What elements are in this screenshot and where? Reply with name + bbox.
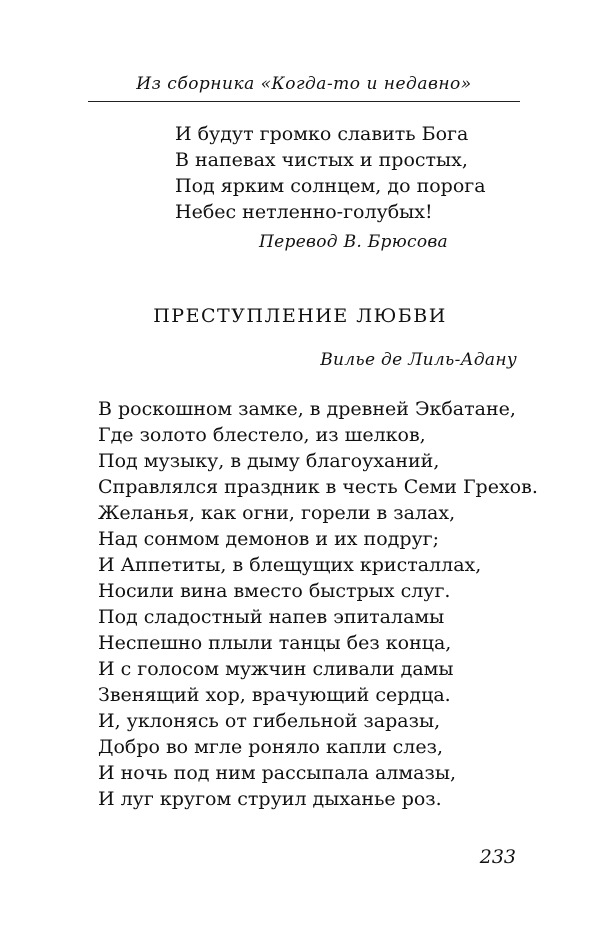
verse-line: Справлялся праздник в честь Семи Грехов. bbox=[98, 476, 538, 498]
verse-line: Под музыку, в дыму благоуханий, bbox=[98, 450, 440, 472]
verse-line: Носили вина вместо быстрых слуг. bbox=[98, 580, 451, 602]
verse-line: В напевах чистых и простых, bbox=[175, 149, 468, 171]
verse-line: И ночь под ним рассыпала алмазы, bbox=[98, 762, 456, 784]
verse-line: Звенящий хор, врачующий сердца. bbox=[98, 684, 451, 706]
verse-line: И, уклонясь от гибельной заразы, bbox=[98, 710, 441, 732]
verse-line: И будут громко славить Бога bbox=[175, 123, 469, 145]
page-number: 233 bbox=[479, 846, 516, 868]
stanza-3 bbox=[98, 604, 454, 708]
verse-line: Неспешно плыли танцы без конца, bbox=[98, 632, 452, 654]
stanza-continued bbox=[175, 121, 486, 225]
dedication: Вилье де Лиль-Адану bbox=[320, 350, 517, 370]
verse-line: Под сладостный напев эпиталамы bbox=[98, 606, 445, 628]
verse-line: Добро во мгле роняло капли слез, bbox=[98, 736, 444, 758]
translator-credit: Перевод В. Брюсова bbox=[259, 232, 448, 252]
verse-line: Желанья, как огни, горели в залах, bbox=[98, 502, 456, 524]
verse-line: И с голосом мужчин сливали дамы bbox=[98, 658, 454, 680]
verse-line: И луг кругом струил дыханье роз. bbox=[98, 788, 442, 810]
verse-line: Над сонмом демонов и их подруг; bbox=[98, 528, 440, 550]
stanza-2 bbox=[98, 500, 481, 604]
stanza-1 bbox=[98, 396, 538, 500]
stanza-4 bbox=[98, 708, 456, 812]
header-rule bbox=[88, 101, 520, 102]
verse-line: Под ярким солнцем, до порога bbox=[175, 175, 486, 197]
running-head: Из сборника «Когда-то и недавно» bbox=[136, 74, 472, 94]
verse-line: И Аппетиты, в блещущих кристаллах, bbox=[98, 554, 482, 576]
verse-line: В роскошном замке, в древней Экбатане, bbox=[98, 398, 516, 420]
verse-line: Небес нетленно-голубых! bbox=[175, 201, 433, 223]
poem-title: ПРЕСТУПЛЕНИЕ ЛЮБВИ bbox=[153, 305, 447, 327]
verse-line: Где золото блестело, из шелков, bbox=[98, 424, 426, 446]
